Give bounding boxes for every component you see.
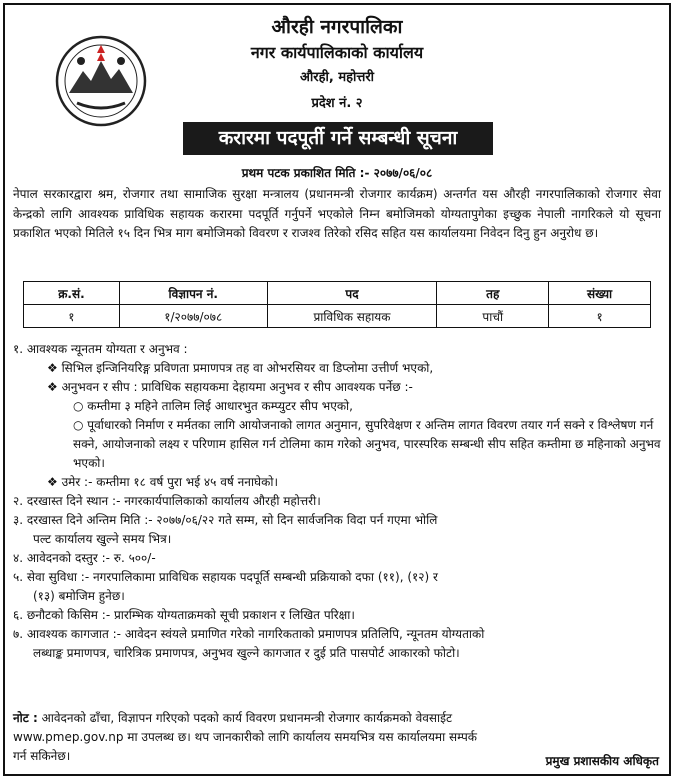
item-infrastructure-skill xyxy=(13,416,661,473)
cell-ad-number: १/२०७७/०७८ xyxy=(119,305,267,328)
publish-date: प्रथम पटक प्रकाशित मिति :- २०७७/०६/०८ xyxy=(241,166,433,180)
cell-serial: १ xyxy=(24,305,120,328)
item-selection: ६. छनौटको किसिम :- प्रारम्भिक योग्यताक्रमको सूची प्रकाशन र लिखित परिक्षा। xyxy=(13,608,355,622)
table-header-row xyxy=(24,282,651,305)
vacancy-table xyxy=(23,281,651,328)
col-post: पद xyxy=(267,282,437,305)
note-line3: गर्न सकिनेछ। xyxy=(13,749,71,763)
note-label: नोट : xyxy=(13,711,38,725)
item-documents: ७. आवश्यक कागजात :- आवेदन स्वंयले प्रमाणित गरेको नागरिकताको प्रमाणपत्र प्रतिलिपि, न्यूनतम योग्यताको xyxy=(13,627,485,641)
item-fee: ४. आवेदनको दस्तुर :- रु. ५००/- xyxy=(13,551,156,565)
col-ad-number: विज्ञापन नं. xyxy=(119,282,267,305)
table-row xyxy=(24,305,651,328)
item-education: ❖ सिभिल इन्जिनियरिङ्ग प्रविणता प्रमाणपत्र तह वा ओभरसियर वा डिप्लोमा उत्तीर्ण भएको, xyxy=(47,361,434,375)
item-infrastructure-text: ○ पूर्वाधारको निर्माण र मर्मतका लागि आयोजनाको लागत अनुमान, सुपरिवेक्षण र अन्तिम लागत विवरण तयार गर्न सक्ने र विश्लेषण गर्न सक्ने, आयोजनाको लक्ष्य र परिणाम हासिल गर्न टोलिमा काम गरेको अनुभव, पारस्परिक सम्बन्धी सीप सहित कम्तीमा छ महिनाको अनुभव भएको। xyxy=(73,418,661,470)
col-level: तह xyxy=(437,282,549,305)
item-documents-cont: लब्धाङ्क प्रमाणपत्र, चारित्रिक प्रमाणपत्र, अनुभव खुल्ने कागजात र दुई प्रति पासपोर्ट आकारको फोटो। xyxy=(33,646,460,660)
notice-page xyxy=(3,3,671,776)
office-address: औरही, महोत्तरी xyxy=(299,70,375,85)
notice-title: करारमा पदपूर्ती गर्ने सम्बन्धी सूचना xyxy=(183,122,493,155)
cell-post: प्राविधिक सहायक xyxy=(267,305,437,328)
item-deadline-cont: पल्ट कार्यालय खुल्ने समय भित्र। xyxy=(33,532,172,546)
item-age: ❖ उमेर :- कम्तीमा १८ वर्ष पुरा भई ४५ वर्ष ननाघेको। xyxy=(47,475,279,489)
item-facilities-cont: (१३) बमोजिम हुनेछ। xyxy=(33,589,125,603)
province: प्रदेश नं. २ xyxy=(311,96,363,111)
details-list xyxy=(13,340,661,663)
col-count: संख्या xyxy=(549,282,651,305)
cell-level: पाचौं xyxy=(437,305,549,328)
col-serial: क्र.सं. xyxy=(24,282,120,305)
intro-paragraph: नेपाल सरकारद्वारा श्रम, रोजगार तथा सामाजिक सुरक्षा मन्त्रालय (प्रधानमन्त्री रोजगार कार्यक्रम) अन्तर्गत यस औरही नगरपालिकाको रोजगार सेवा केन्द्रको लागि आवश्यक प्राविधिक सहायक करारमा पदपूर्ति गर्नुपर्ने भएकोले निम्न बमोजिमको योग्यतापुगेका इच्छुक नेपाली नागरिकले यो सूचना प्रकाशित भएको मितिले १५ दिन भित्र माग बमोजिमको विवरण र राजश्व तिरेको रसिद सहित यस कार्यालयमा निवेदन दिनु हुन अनुरोध छ। xyxy=(13,187,661,240)
item-experience: ❖ अनुभवन र सीप : प्राविधिक सहायकमा देहायमा अनुभव र सीप आवश्यक पर्नेछ :- xyxy=(47,380,413,394)
org-name: औरही नगरपालिका xyxy=(271,16,403,38)
office-name: नगर कार्यपालिकाको कार्यालय xyxy=(250,43,424,62)
item-deadline: ३. दरखास्त दिने अन्तिम मिति :- २०७७/०६/२२ गते सम्म, सो दिन सार्वजनिक विदा पर्न गएमा भोलि xyxy=(13,513,438,527)
note-line2: मा उपलब्ध छ। थप जानकारीको लागि कार्यालय समयभित्र यस कार्यालयमा सम्पर्क xyxy=(127,730,477,744)
item-facilities: ५. सेवा सुविधा :- नगरपालिकामा प्राविधिक सहायक पदपूर्ति सम्बन्धी प्रक्रियाको दफा (११), (१२) र xyxy=(13,570,438,584)
website-link[interactable]: www.pmep.gov.np xyxy=(13,730,124,744)
item-qualification: १. आवश्यक न्यूनतम योग्यता र अनुभव : xyxy=(13,342,188,356)
item-location: २. दरखास्त दिने स्थान :- नगरकार्यपालिकाको कार्यालय औरही महोत्तरी। xyxy=(13,494,321,508)
cell-count: १ xyxy=(549,305,651,328)
note-line1: आवेदनको ढाँचा, विज्ञापन गरिएको पदको कार्य विवरण प्रधानमन्त्री रोजगार कार्यक्रमको वेवसाईट xyxy=(41,711,453,725)
item-computer-skill: ○ कम्तीमा ३ महिने तालिम लिई आधारभुत कम्प्युटर सीप भएको, xyxy=(73,399,353,413)
signature: प्रमुख प्रशासकीय अधिकृत xyxy=(545,754,659,768)
